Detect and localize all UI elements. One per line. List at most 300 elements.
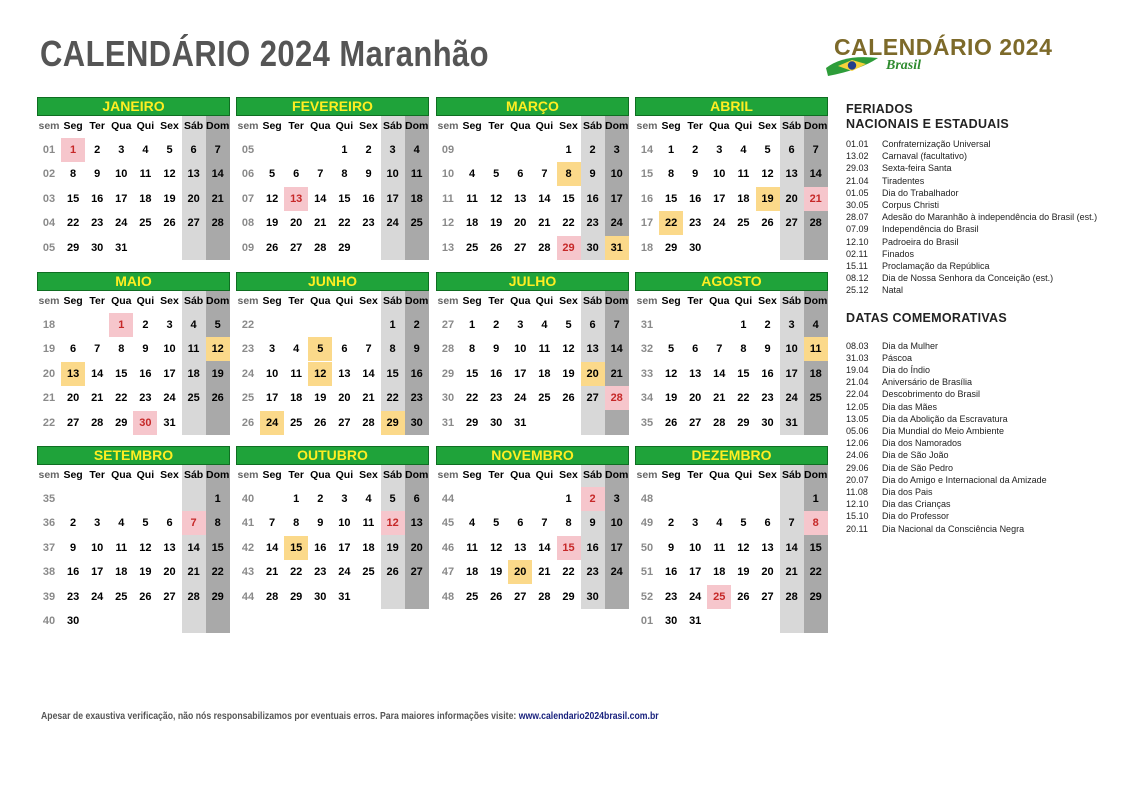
day-cell: 28 (713, 416, 726, 429)
day-cell: 18 (465, 217, 479, 230)
commemorative-date: 31.03 (846, 352, 869, 363)
weekday-header: Qui (335, 120, 354, 132)
day-cell: 7 (788, 517, 795, 530)
day-cell: 30 (689, 241, 702, 254)
holiday-name: Sexta-feira Santa (882, 163, 952, 174)
weekday-header: Sáb (183, 295, 204, 307)
day-cell: 18 (187, 367, 200, 380)
day-cell: 5 (764, 144, 771, 156)
week-number: 35 (640, 416, 654, 429)
day-cell: 2 (764, 319, 771, 331)
footer-link[interactable]: www.calendario2024brasil.com.br (518, 711, 659, 722)
week-row (436, 362, 629, 386)
weekday-header: Dom (804, 295, 828, 307)
day-cell: 14 (314, 192, 327, 205)
day-cell: 22 (465, 392, 479, 405)
week-row (236, 386, 429, 410)
week-row (37, 411, 230, 435)
weekday-header: Qui (136, 295, 155, 307)
day-cell: 21 (804, 187, 828, 211)
day-cell: 13 (586, 343, 599, 356)
weekday-header: Sáb (183, 469, 204, 481)
day-cell: 11 (737, 168, 750, 181)
day-cell: 20 (187, 192, 200, 205)
day-cell: 19 (265, 217, 279, 230)
commemorative-date: 24.06 (846, 450, 869, 461)
day-cell: 25 (290, 416, 303, 429)
footer (41, 711, 659, 722)
week-number: 52 (640, 590, 654, 603)
day-cell: 8 (341, 168, 348, 181)
week-number: 11 (442, 192, 454, 205)
day-cell: 8 (293, 517, 300, 530)
commemorative-name: Dia dos Pais (882, 487, 933, 498)
day-cell: 22 (562, 217, 575, 230)
day-cell: 12 (265, 192, 279, 205)
month-grid (236, 465, 429, 609)
day-cell: 26 (761, 217, 774, 230)
month-name: ABRIL (635, 97, 828, 116)
month-name: JUNHO (236, 272, 429, 291)
week-number: 05 (241, 144, 255, 156)
week-number: 01 (42, 144, 56, 156)
weekday-header: Dom (405, 469, 429, 481)
day-cell: 9 (413, 343, 420, 356)
commemorative-date: 15.10 (846, 511, 869, 522)
week-row (635, 411, 828, 435)
weekday-header: Sex (359, 120, 378, 132)
day-cell: 5 (740, 517, 747, 530)
day-cell: 21 (538, 566, 551, 579)
weekday-header: Dom (206, 120, 230, 132)
day-cell: 18 (538, 367, 551, 380)
week-row (236, 411, 429, 435)
day-cell: 25 (809, 392, 822, 405)
page-title: CALENDÁRIO 2024 Maranhão (40, 33, 490, 74)
holiday-date: 12.10 (846, 236, 869, 247)
day-cell: 26 (314, 416, 327, 429)
day-cell: 16 (689, 192, 702, 205)
day-cell: 6 (70, 343, 77, 356)
weekday-header: Seg (262, 120, 282, 132)
day-cell: 2 (142, 319, 149, 331)
month-grid (635, 465, 828, 633)
commemorative-item (846, 388, 1116, 400)
week-number: 06 (241, 168, 255, 181)
day-cell: 30 (66, 615, 80, 627)
day-cell: 10 (115, 168, 128, 181)
holiday-name: Independência do Brasil (882, 224, 979, 235)
day-cell: 21 (265, 566, 279, 579)
week-row (635, 560, 828, 584)
day-cell: 5 (668, 343, 675, 356)
week-row (436, 236, 629, 260)
week-number: 40 (42, 615, 56, 627)
week-number: 03 (42, 192, 56, 205)
month-julho (436, 272, 629, 435)
day-cell: 4 (293, 343, 300, 356)
day-cell: 9 (94, 168, 101, 181)
weekday-header: Ter (488, 295, 504, 307)
commemorative-item (846, 401, 1116, 413)
day-cell: 31 (163, 416, 176, 429)
day-cell: 5 (565, 319, 572, 331)
weekday-header: sem (38, 469, 60, 481)
week-number: 35 (42, 493, 56, 505)
week-row (37, 585, 230, 609)
month-outubro (236, 446, 429, 609)
weekday-header: Ter (89, 469, 105, 481)
day-cell: 25 (538, 392, 551, 405)
weekday-header: Qua (510, 120, 531, 132)
day-cell: 29 (737, 416, 750, 429)
weekday-header: Ter (687, 295, 703, 307)
day-cell: 12 (381, 511, 405, 535)
week-number: 46 (441, 541, 455, 554)
day-cell: 17 (338, 541, 351, 554)
day-cell: 1 (812, 493, 819, 505)
week-row (635, 487, 828, 511)
weekday-header: sem (237, 120, 259, 132)
weekday-header-row (236, 465, 429, 485)
day-cell: 27 (410, 566, 423, 579)
weekday-header: Sex (160, 295, 179, 307)
day-cell: 4 (469, 168, 476, 181)
day-cell: 20 (508, 560, 532, 584)
day-cell: 29 (557, 236, 581, 260)
week-row (37, 138, 230, 162)
week-number: 42 (241, 541, 255, 554)
day-cell: 26 (664, 416, 678, 429)
day-cell: 1 (109, 313, 133, 337)
day-cell: 26 (490, 590, 503, 603)
month-grid (436, 116, 629, 260)
day-cell: 4 (190, 319, 197, 331)
day-cell: 6 (692, 343, 699, 356)
month-grid (37, 291, 230, 435)
weekday-header: Qui (535, 120, 554, 132)
weekday-header: Ter (89, 120, 105, 132)
month-maio (37, 272, 230, 435)
week-number: 31 (441, 416, 455, 429)
month-grid (37, 116, 230, 260)
week-number: 30 (441, 392, 455, 405)
week-number: 17 (640, 217, 654, 230)
weekday-header-row (37, 291, 230, 311)
day-cell: 15 (284, 536, 308, 560)
day-cell: 8 (668, 168, 675, 181)
holiday-name: Padroeira do Brasil (882, 236, 959, 247)
day-cell: 9 (668, 541, 675, 554)
weekday-header: Ter (89, 295, 105, 307)
day-cell: 11 (466, 541, 478, 554)
week-number: 14 (640, 144, 654, 156)
weekday-header: Sex (758, 469, 777, 481)
week-row (635, 362, 828, 386)
weekday-header: Sáb (781, 469, 802, 481)
commemorative-item (846, 425, 1116, 437)
day-cell: 13 (410, 517, 423, 530)
commemorative-name: Dia Mundial do Meio Ambiente (882, 426, 1005, 437)
day-cell: 19 (490, 566, 503, 579)
week-row (436, 536, 629, 560)
day-cell: 16 (586, 192, 599, 205)
day-cell: 7 (812, 144, 819, 156)
commemorative-date: 20.07 (846, 474, 869, 485)
day-cell: 4 (541, 319, 548, 331)
month-grid (236, 291, 429, 435)
day-cell: 11 (410, 168, 423, 181)
week-number: 13 (441, 241, 455, 254)
day-cell: 3 (613, 493, 620, 505)
weekday-header-row (635, 465, 828, 485)
week-row (436, 560, 629, 584)
day-cell: 16 (761, 367, 774, 380)
sidebar (846, 102, 1116, 535)
day-cell: 6 (589, 319, 596, 331)
day-cell: 10 (610, 168, 623, 181)
day-cell: 5 (308, 337, 332, 361)
weekday-header: Seg (63, 469, 83, 481)
day-cell: 28 (211, 217, 224, 230)
day-cell: 24 (115, 217, 128, 230)
day-cell: 11 (115, 541, 128, 554)
day-cell: 14 (91, 367, 104, 380)
day-cell: 21 (91, 392, 104, 405)
weekday-header: sem (237, 295, 259, 307)
weekday-header: Sáb (382, 295, 403, 307)
weekday-header: Sex (359, 469, 378, 481)
holiday-date: 15.11 (846, 261, 868, 272)
week-row (37, 536, 230, 560)
weekday-header: Dom (405, 295, 429, 307)
weekday-header: Qui (734, 469, 753, 481)
day-cell: 21 (187, 566, 200, 579)
day-cell: 4 (413, 144, 420, 156)
day-cell: 14 (187, 541, 200, 554)
day-cell: 8 (804, 511, 828, 535)
month-fevereiro (236, 97, 429, 260)
day-cell: 26 (562, 392, 575, 405)
day-cell: 11 (466, 192, 478, 205)
commemorative-item (846, 462, 1116, 474)
day-cell: 12 (308, 362, 332, 386)
week-row (436, 313, 629, 337)
week-row (37, 609, 230, 633)
day-cell: 31 (689, 615, 702, 627)
day-cell: 31 (115, 241, 128, 254)
day-cell: 7 (716, 343, 723, 356)
week-number: 04 (42, 217, 56, 230)
day-cell: 23 (66, 590, 80, 603)
day-cell: 27 (290, 241, 303, 254)
day-cell: 1 (293, 493, 300, 505)
day-cell: 18 (465, 566, 479, 579)
day-cell: 28 (538, 241, 551, 254)
week-number: 18 (640, 241, 654, 254)
day-cell: 3 (517, 319, 524, 331)
weekday-header: sem (636, 469, 658, 481)
weekday-header: Qua (709, 295, 730, 307)
commemorative-name: Páscoa (882, 352, 913, 363)
day-cell: 1 (341, 144, 348, 156)
weekday-header: Sáb (382, 469, 403, 481)
day-cell: 26 (163, 217, 176, 230)
month-junho (236, 272, 429, 435)
day-cell: 30 (91, 241, 104, 254)
holiday-name: Finados (882, 248, 915, 259)
day-cell: 12 (139, 541, 152, 554)
weekday-header: Qua (310, 469, 331, 481)
day-cell: 10 (386, 168, 399, 181)
day-cell: 25 (737, 217, 750, 230)
week-row (37, 337, 230, 361)
holiday-name: Adesão do Maranhão à independência do Brasil (est.) (882, 212, 1098, 223)
day-cell: 19 (163, 192, 176, 205)
day-cell: 21 (610, 367, 623, 380)
week-number: 25 (241, 392, 255, 405)
day-cell: 26 (211, 392, 224, 405)
commemorative-name: Dia de São João (882, 450, 949, 461)
commemorative-item (846, 340, 1116, 352)
day-cell: 29 (338, 241, 351, 254)
day-cell: 15 (664, 192, 678, 205)
month-name: FEVEREIRO (236, 97, 429, 116)
commemorative-name: Dia do Professor (882, 511, 950, 522)
day-cell: 28 (538, 590, 551, 603)
day-cell: 10 (338, 517, 351, 530)
day-cell: 15 (115, 367, 128, 380)
weekday-header: Sex (559, 469, 578, 481)
commemorative-date: 29.06 (846, 462, 869, 473)
day-cell: 4 (142, 144, 149, 156)
day-cell: 17 (265, 392, 279, 405)
commemorative-date: 19.04 (846, 365, 869, 376)
weekday-header: Qui (535, 469, 554, 481)
week-row (236, 236, 429, 260)
day-cell: 4 (812, 319, 819, 331)
weekday-header: Dom (206, 469, 230, 481)
weekday-header-row (436, 291, 629, 311)
weekday-header: Sáb (582, 295, 603, 307)
day-cell: 8 (389, 343, 396, 356)
week-number: 21 (42, 392, 56, 405)
day-cell: 1 (740, 319, 747, 331)
week-row (635, 536, 828, 560)
day-cell: 25 (187, 392, 200, 405)
commemorative-item (846, 474, 1116, 486)
day-cell: 2 (317, 493, 324, 505)
day-cell: 19 (756, 187, 780, 211)
month-grid (436, 465, 629, 609)
weekday-header: sem (636, 295, 658, 307)
day-cell: 3 (94, 517, 101, 530)
commemorative-title: DATAS COMEMORATIVAS (846, 310, 1008, 325)
week-row (236, 337, 429, 361)
week-row (37, 511, 230, 535)
day-cell: 27 (66, 416, 80, 429)
day-cell: 25 (465, 241, 479, 254)
week-row (635, 511, 828, 535)
day-cell: 12 (163, 168, 176, 181)
day-cell: 24 (386, 217, 399, 230)
day-cell: 17 (610, 192, 623, 205)
day-cell: 26 (490, 241, 503, 254)
holidays-title: FERIADOS (846, 102, 913, 116)
day-cell: 26 (386, 566, 399, 579)
day-cell: 16 (66, 566, 80, 579)
commemorative-item (846, 413, 1116, 425)
day-cell: 14 (610, 343, 623, 356)
day-cell: 2 (581, 487, 605, 511)
day-cell: 24 (91, 590, 104, 603)
week-number: 44 (241, 590, 255, 603)
day-cell: 30 (586, 241, 599, 254)
day-cell: 28 (91, 416, 104, 429)
day-cell: 9 (493, 343, 500, 356)
weekday-header: Dom (804, 120, 828, 132)
day-cell: 17 (115, 192, 128, 205)
day-cell: 29 (211, 590, 224, 603)
week-number: 27 (441, 319, 455, 331)
day-cell: 14 (538, 192, 551, 205)
day-cell: 6 (190, 144, 197, 156)
holiday-name: Dia do Trabalhador (882, 187, 959, 198)
weekday-header: Ter (488, 120, 504, 132)
day-cell: 25 (362, 566, 375, 579)
day-cell: 19 (386, 541, 399, 554)
day-cell: 30 (761, 416, 774, 429)
day-cell: 14 (809, 168, 822, 181)
day-cell: 13 (761, 541, 774, 554)
day-cell: 6 (166, 517, 173, 530)
weekday-header: Seg (462, 469, 482, 481)
week-number: 26 (241, 416, 255, 429)
day-cell: 16 (362, 192, 375, 205)
week-row (37, 313, 230, 337)
day-cell: 2 (692, 144, 699, 156)
day-cell: 11 (290, 367, 302, 380)
day-cell: 7 (94, 343, 101, 356)
week-row (236, 585, 429, 609)
week-number: 01 (640, 615, 654, 627)
day-cell: 14 (211, 168, 224, 181)
weekday-header: sem (38, 120, 60, 132)
weekday-header: Qui (335, 469, 354, 481)
weekday-header: Sáb (382, 120, 403, 132)
day-cell: 29 (66, 241, 80, 254)
day-cell: 20 (785, 192, 798, 205)
day-cell: 30 (133, 411, 157, 435)
week-row (436, 211, 629, 235)
day-cell: 16 (139, 367, 152, 380)
day-cell: 31 (338, 590, 351, 603)
day-cell: 24 (610, 566, 623, 579)
weekday-header: Seg (262, 469, 282, 481)
week-number: 40 (241, 493, 255, 505)
weekday-header: Seg (661, 469, 681, 481)
day-cell: 28 (809, 217, 822, 230)
holiday-item (846, 199, 1116, 211)
day-cell: 13 (338, 367, 351, 380)
weekday-header: Qua (111, 120, 132, 132)
commemorative-name: Dia Nacional da Consciência Negra (882, 523, 1025, 534)
day-cell: 1 (668, 144, 675, 156)
day-cell: 8 (565, 517, 572, 530)
day-cell: 23 (139, 392, 152, 405)
weekday-header: Qui (136, 469, 155, 481)
day-cell: 28 (314, 241, 327, 254)
